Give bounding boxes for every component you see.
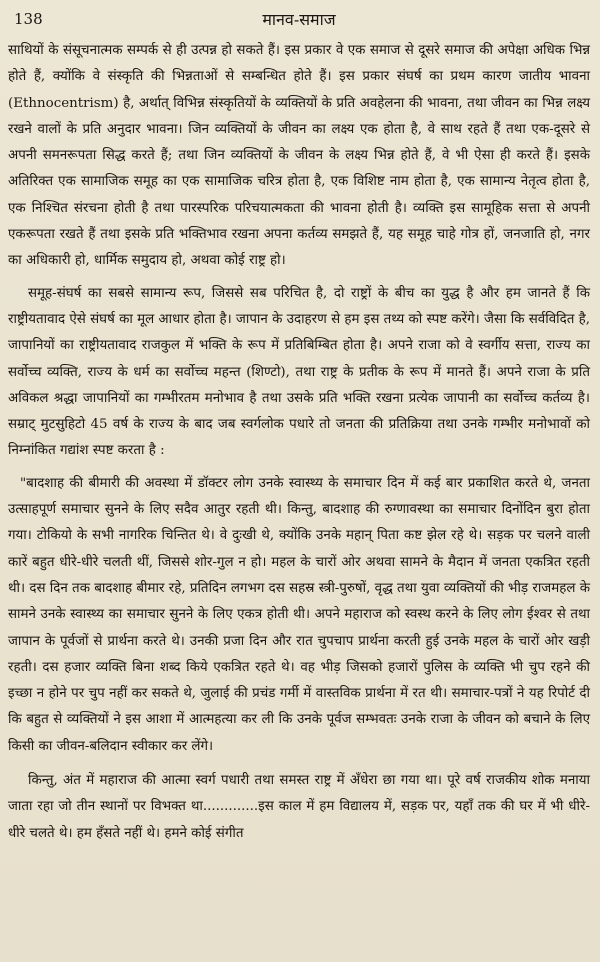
paragraph-2: समूह-संघर्ष का सबसे सामान्य रूप, जिससे सब परिचित है, दो राष्ट्रों के बीच का युद्ध है और हम जानते हैं कि राष्ट्रीयतावाद ऐसे संघर्ष का मूल आधार होता है। जापान के उदाहरण से हम इस तथ्य को स्पष्ट करेंगे। जैसा कि सर्वविदित है, जापानियों का राष्ट्रीयतावाद राजकुल में भक्ति के रूप में प्रतिबिम्बित होता है। अपने राजा को वे स्वर्गीय सत्ता, राज्य का सर्वोच्च व्यक्ति, राज्य के धर्म का सर्वोच्च महन्त (शिण्टो), तथा राष्ट्र के प्रतीक के रूप में मानते हैं। अपने राजा के प्रति अविकल श्रद्धा जापानियों का गम्भीरतम मनोभाव है तथा उसके प्रति भक्ति रखना प्रत्येक जापानी का सर्वोच्च कर्तव्य है। सम्राट् मुटसुहिटो 45 वर्ष के राज्य के बाद जब स्वर्गलोक पधारे तो जनता की प्रतिक्रिया तथा उनके गम्भीर मनोभावों को निम्नांकित गद्यांश स्पष्ट करता है : bbox=[8, 285, 590, 459]
page-header bbox=[8, 0, 590, 38]
paragraph-3: किन्तु, अंत में महाराज की आत्मा स्वर्ग पधारी तथा समस्त राष्ट्र में अँधेरा छा गया था। पूरे वर्ष राजकीय शोक मनाया जाता रहा जो तीन स्थानों पर विभक्त था.............इस काल में हम विद्यालय में, सड़क पर, यहाँ तक की घर में भी धीरे-धीरे चलते थे। हम हँसते नहीं थे। हमने कोई संगीत bbox=[8, 773, 590, 841]
page-number: 138 bbox=[14, 10, 43, 28]
body-text bbox=[8, 38, 590, 847]
paragraph-1: साथियों के संसूचनात्मक सम्पर्क से ही उत्पन्न हो सकते हैं। इस प्रकार वे एक समाज से दूसरे समाज की अपेक्षा अधिक भिन्न होते हैं, क्योंकि वे संस्कृति की भिन्नताओं से सम्बन्धित होते हैं। इस प्रकार संघर्ष का प्रथम कारण जातीय भावना (Ethnocentrism) है, अर्थात् विभिन्न संस्कृतियों के व्यक्तियों के प्रति अवहेलना की भावना, तथा जीवन का भिन्न लक्ष्य रखने वालों के प्रति अनुदार भावना। जिन व्यक्तियों के जीवन का लक्ष्य एक होता है, वे साथ रहते हैं तथा एक-दूसरे से अपनी समनरूपता सिद्ध करते हैं; तथा जिन व्यक्तियों के जीवन के लक्ष्य भिन्न होते हैं, वे भी ऐसा ही करते हैं। इसके अतिरिक्त एक सामाजिक समूह का एक सामाजिक चरित्र होता है, एक विशिष्ट नाम होता है, एक सामान्य नेतृत्व होता है, एक निश्चित संरचना होती है तथा पारस्परिक परिचयात्मकता की भावना होती है। व्यक्ति इस सामूहिक सत्ता से अपनी एकरूपता रखते हैं तथा इसके प्रति भक्तिभाव रखना अपना कर्तव्य समझते हैं, यह समूह चाहे गोत्र हों, जनजाति हो, नगर का अधिकारी हो, धार्मिक समुदाय हो, अथवा कोई राष्ट्र हो। bbox=[8, 43, 590, 269]
quoted-passage: "बादशाह की बीमारी की अवस्था में डॉक्टर लोग उनके स्वास्थ्य के समाचार दिन में कई बार प्रकाशित करते थे, जनता उत्साहपूर्ण समाचार सुनने के लिए सदैव आतुर रहती थी। किन्तु, बादशाह की रुग्णावस्था का समाचार दिनोंदिन बुरा होता गया। टोकियो के सभी नागरिक चिन्तित थे। वे दुःखी थे, क्योंकि उनके महान् पिता कष्ट झेल रहे थे। सड़क पर चलने वाली कारें बहुत धीरे-धीरे चलती थीं, जिससे शोर-गुल न हो। महल के चारों ओर अथवा सामने के मैदान में जनता एकत्रित रहती थी। दस दिन तक बादशाह बीमार रहे, प्रतिदिन लगभग दस सहस्र स्त्री-पुरुषों, वृद्ध तथा युवा व्यक्तियों की भीड़ राजमहल के सामने उनके स्वास्थ्य का समाचार सुनने के लिए एकत्र होती थी। अपने महाराज को स्वस्थ करने के लिए लोग ईश्वर से तथा जापान के पूर्वजों से प्रार्थना करते थे। उनकी प्रजा दिन और रात चुपचाप प्रार्थना करती हुई उनके महल के चारों ओर खड़ी रहती। दस हजार व्यक्ति बिना शब्द किये एकत्रित रहते थे। वह भीड़ जिसको हजारों पुलिस के व्यक्ति भी चुप रहने की इच्छा न होने पर चुप नहीं कर सकते थे, जुलाई की प्रचंड गर्मी में वास्तविक प्रार्थना में रत थी। समाचार-पत्रों ने यह रिपोर्ट दी कि बहुत से व्यक्तियों ने इस आशा में आत्महत्या कर ली कि उनके पूर्वज सम्भवतः उनके राजा के जीवन को बचाने के लिए किसी का जीवन-बलिदान स्वीकार कर लेंगे। bbox=[8, 475, 590, 754]
running-title: मानव-समाज bbox=[262, 10, 336, 29]
